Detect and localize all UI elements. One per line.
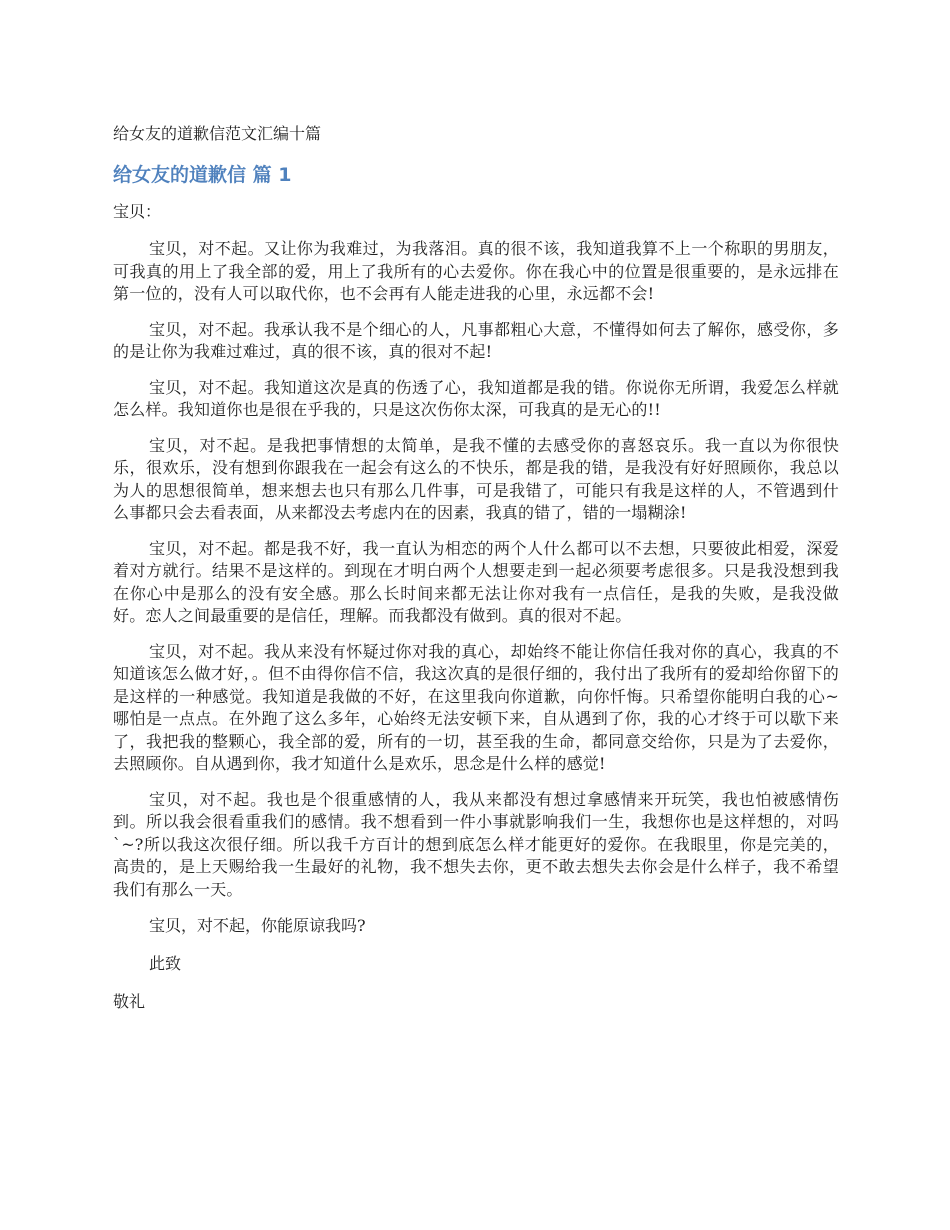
- document-page: [113, 122, 839, 1014]
- body-paragraph-7: 宝贝，对不起。我也是个很重感情的人，我从来都没有想过拿感情来开玩笑，我也怕被感情伤到。所以我会很看重我们的感情。我不想看到一件小事就影响我们一生，我想你也是这样想的，对吗`~?所以我这次很仔细。所以我千方百计的想到底怎么样才能更好的爱你。在我眼里，你是完美的，高贵的，是上天赐给我一生最好的礼物，我不想失去你，更不敢去想失去你会是什么样子，我不希望我们有那么一天。: [113, 789, 839, 899]
- document-title: 给女友的道歉信范文汇编十篇: [113, 124, 322, 143]
- sign-off: 敬礼: [113, 992, 146, 1011]
- closing-phrase: 此致: [149, 954, 182, 973]
- body-paragraph-1: 宝贝，对不起。又让你为我难过，为我落泪。真的很不该，我知道我算不上一个称职的男朋友，可我真的用上了我全部的爱，用上了我所有的心去爱你。你在我心中的位置是很重要的，是永远排在第一位的，没有人可以取代你，也不会再有人能走进我的心里，永远都不会!: [113, 239, 839, 303]
- section-heading: 给女友的道歉信 篇 1: [113, 164, 292, 186]
- salutation: 宝贝：: [113, 202, 162, 221]
- body-paragraph-4: 宝贝，对不起。是我把事情想的太简单，是我不懂的去感受你的喜怒哀乐。我一直以为你很快乐，很欢乐，没有想到你跟我在一起会有这么的不快乐，都是我的错，是我没有好好照顾你，我总以为人的思想很简单，想来想去也只有那么几件事，可是我错了，可能只有我是这样的人，不管遇到什么事都只会去看表面，从来都没去考虑内在的因素，我真的错了，错的一塌糊涂!: [113, 435, 839, 522]
- body-paragraph-5: 宝贝，对不起。都是我不好，我一直认为相恋的两个人什么都可以不去想，只要彼此相爱，深爱着对方就行。结果不是这样的。到现在才明白两个人想要走到一起必须要考虑很多。只是我没想到我在你心中是那么的没有安全感。那么长时间来都无法让你对我有一点信任，是我的失败，是我没做好。恋人之间最重要的是信任，理解。而我都没有做到。真的很对不起。: [113, 538, 839, 625]
- body-paragraph-6: 宝贝，对不起。我从来没有怀疑过你对我的真心，却始终不能让你信任我对你的真心，我真的不知道该怎么做才好，。但不由得你信不信，我这次真的是很仔细的，我付出了我所有的爱却给你留下的是这样的一种感觉。我知道是我做的不好，在这里我向你道歉，向你忏悔。只希望你能明白我的心~哪怕是一点点。在外跑了这么多年，心始终无法安顿下来，自从遇到了你，我的心才终于可以歇下来了，我把我的整颗心，我全部的爱，所有的一切，甚至我的生命，都同意交给你，只是为了去爱你，去照顾你。自从遇到你，我才知道什么是欢乐，思念是什么样的感觉!: [113, 641, 839, 773]
- body-paragraph-3: 宝贝，对不起。我知道这次是真的伤透了心，我知道都是我的错。你说你无所谓，我爱怎么样就怎么样。我知道你也是很在乎我的，只是这次伤你太深，可我真的是无心的!!: [113, 377, 839, 419]
- closing-question: 宝贝，对不起，你能原谅我吗?: [149, 916, 366, 935]
- body-paragraph-2: 宝贝，对不起。我承认我不是个细心的人，凡事都粗心大意，不懂得如何去了解你，感受你，多的是让你为我难过难过，真的很不该，真的很对不起!: [113, 319, 839, 361]
